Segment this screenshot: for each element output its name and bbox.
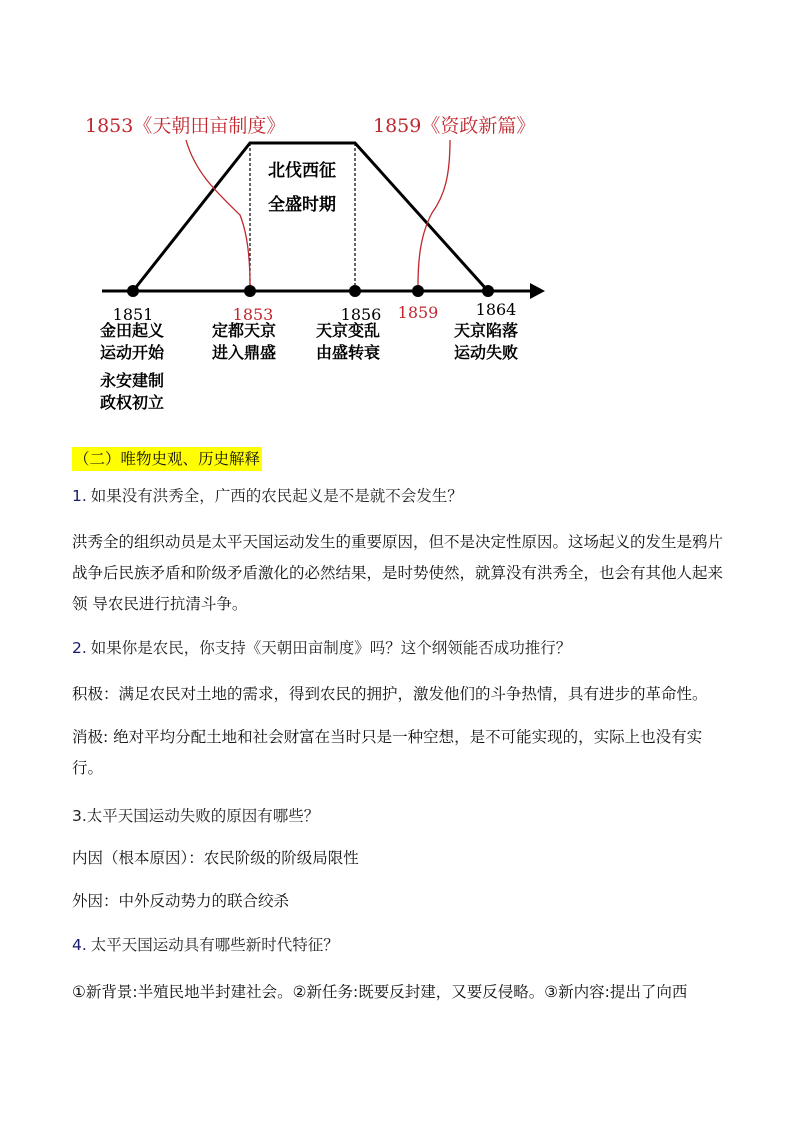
question-2 xyxy=(72,633,732,664)
question-2-text: 如果你是农民，你支持《天朝田亩制度》吗？这个纲领能否成功推行？ xyxy=(90,639,572,657)
event-1853-line1: 定都天京 xyxy=(212,321,277,340)
callout-left: 1853《天朝田亩制度》 xyxy=(85,115,286,137)
answer-2-positive: 积极：满足农民对土地的需求，得到农民的拥护，激发他们的斗争热情，具有进步的革命性。 xyxy=(72,685,708,703)
event-1853-line2: 进入鼎盛 xyxy=(212,343,277,362)
question-4-number: 4. xyxy=(72,936,87,954)
event-1851-line3: 永安建制 xyxy=(100,371,165,390)
question-3: 3.太平天国运动失败的原因有哪些？ xyxy=(72,807,320,825)
event-dot-1853 xyxy=(244,285,256,297)
peak-label-line2: 全盛时期 xyxy=(268,195,336,215)
event-1864-line1: 天京陷落 xyxy=(454,321,519,340)
question-2-number: 2. xyxy=(72,639,87,657)
event-1851-line4: 政权初立 xyxy=(100,393,165,412)
event-1856-line2: 由盛转衰 xyxy=(316,343,381,362)
year-label-1853: 1853 xyxy=(232,305,274,324)
callout-connector-right xyxy=(418,140,450,285)
answer-2-negative: 消极: 绝对平均分配土地和社会财富在当时只是一种空想，是不可能实现的，实际上也没有实行。 xyxy=(72,728,703,777)
callout-right: 1859《资政新篇》 xyxy=(373,115,536,137)
year-label-1856: 1856 xyxy=(340,305,382,324)
answer-4: ①新背景:半殖民地半封建社会。②新任务:既要反封建，又要反侵略。③新内容:提出了向西 xyxy=(72,983,688,1001)
axis-arrow-icon xyxy=(530,283,545,299)
answer-3-outer: 外因：中外反动势力的联合绞杀 xyxy=(72,892,290,910)
event-dot-1856 xyxy=(349,285,361,297)
peak-label-line1: 北伐西征 xyxy=(268,161,336,181)
event-1851-line1: 金田起义 xyxy=(100,321,165,340)
event-dot-1859 xyxy=(412,285,424,297)
section-heading: （二）唯物史观、历史解释 xyxy=(72,447,262,471)
event-dot-1864 xyxy=(482,285,494,297)
question-1-text: 如果没有洪秀全，广西的农民起义是不是就不会发生？ xyxy=(90,487,463,505)
year-label-1864: 1864 xyxy=(475,300,517,319)
answer-1: 洪秀全的组织动员是太平天国运动发生的重要原因，但不是决定性原因。这场起义的发生是鸦片战争后民族矛盾和阶级矛盾激化的必然结果，是时势使然，就算没有洪秀全，也会有其他人起来领 导农民进行抗清斗争。 xyxy=(72,533,724,613)
event-1856-line1: 天京变乱 xyxy=(316,321,381,340)
question-4 xyxy=(72,930,732,961)
question-1 xyxy=(72,481,732,512)
event-1864-line2: 运动失败 xyxy=(454,343,519,362)
event-1851-line2: 运动开始 xyxy=(100,343,165,362)
question-1-number: 1. xyxy=(72,487,87,505)
answer-3-inner: 内因（根本原因）：农民阶级的阶级局限性 xyxy=(72,849,359,867)
timeline-diagram xyxy=(0,0,794,430)
event-dot-1851 xyxy=(127,285,139,297)
year-label-1851: 1851 xyxy=(112,305,154,324)
question-4-text: 太平天国运动具有哪些新时代特征？ xyxy=(90,936,339,954)
year-label-1859: 1859 xyxy=(397,303,439,322)
